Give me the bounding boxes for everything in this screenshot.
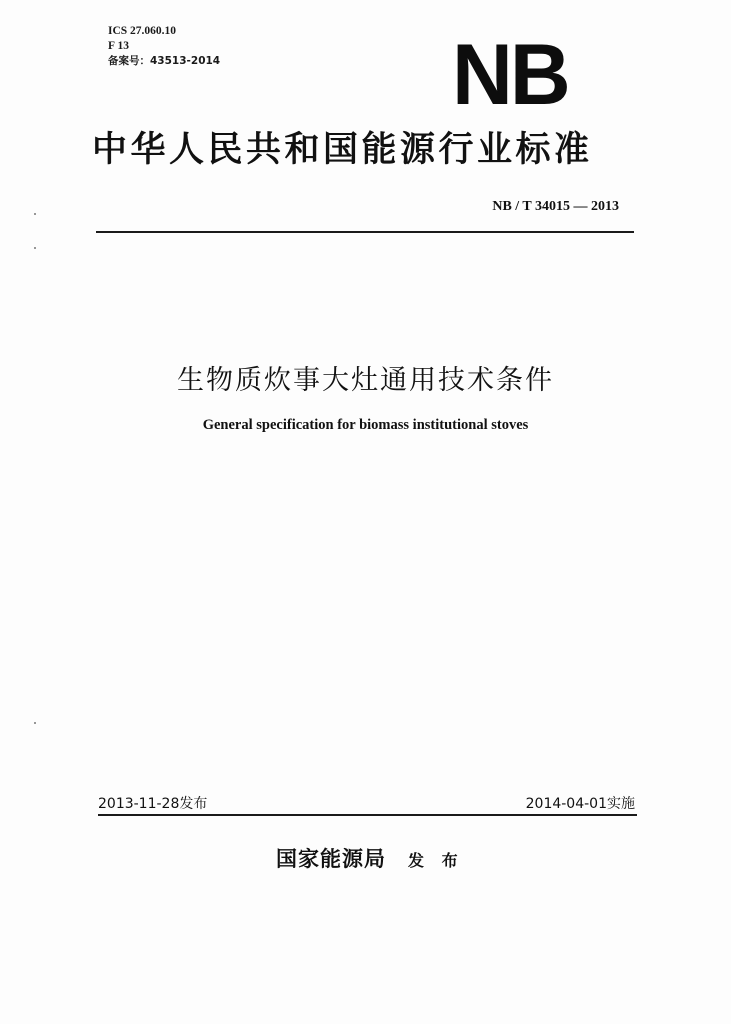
ccs-code: F 13 [108, 40, 129, 52]
filing-number: 备案号：43513-2014 [108, 55, 221, 67]
scan-speck [34, 213, 36, 215]
release-date: 2013-11-28发布 [98, 796, 208, 812]
implementation-date: 2014-04-01实施 [525, 796, 635, 812]
organization-standard-title: 中华人民共和国能源行业标准 [92, 130, 593, 170]
scan-speck [34, 247, 36, 249]
bottom-divider [98, 814, 637, 816]
issuing-authority: 国家能源局 [276, 847, 386, 871]
classification-block [108, 24, 220, 69]
scan-speck [34, 722, 36, 724]
ics-code: ICS 27.060.10 [108, 25, 177, 37]
issue-action: 发 布 [408, 851, 464, 870]
top-divider [96, 231, 634, 233]
standard-number: NB / T 34015 — 2013 [492, 199, 619, 214]
nb-logo: NB [452, 27, 568, 123]
issuer-line [276, 843, 464, 873]
standard-title-english: General specification for biomass institutional stoves [202, 417, 529, 433]
standard-title-chinese: 生物质炊事大灶通用技术条件 [177, 365, 554, 396]
